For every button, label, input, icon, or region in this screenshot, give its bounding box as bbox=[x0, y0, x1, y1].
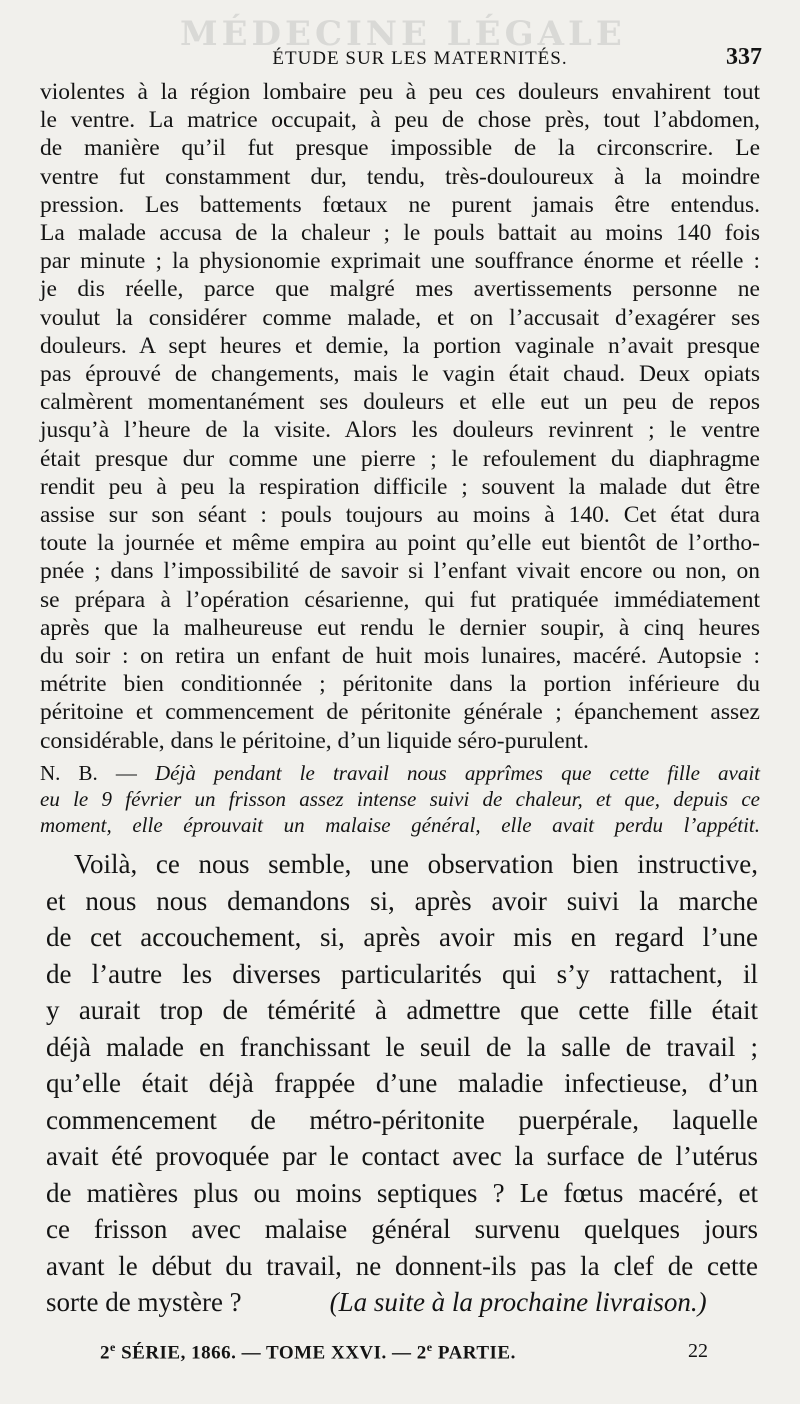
nb-line: eu le 9 février un frisson assez intense suivi de chaleur, et que, depuis ce bbox=[40, 787, 760, 811]
paragraph-line: qu’elle était déjà frappée d’une maladie infectieuse, d’un bbox=[46, 1068, 758, 1098]
paragraph-line: Voilà, ce nous semble, une observation bien instructive, bbox=[74, 849, 758, 879]
text-line: le ventre. La matrice occupait, à peu de chose près, tout l’abdomen, bbox=[40, 107, 760, 134]
text-line: métrite bien conditionnée ; péritonite dans la portion inférieure du bbox=[40, 671, 760, 698]
part-suffix: e bbox=[426, 1340, 433, 1354]
sheet-number: 22 bbox=[688, 1340, 708, 1362]
paragraph-line-final bbox=[46, 1284, 758, 1321]
text-line: rendit peu à peu la respiration difficile ; souvent la malade dut être bbox=[40, 473, 760, 500]
part-label: PARTIE. bbox=[437, 1342, 516, 1364]
text-line: ventre fut constamment dur, tendu, très-douloureux à la moindre bbox=[40, 163, 760, 190]
text-line: considérable, dans le péritoine, d’un liquide séro-purulent. bbox=[40, 727, 589, 754]
series-suffix: e bbox=[110, 1340, 116, 1354]
part-number: 2 bbox=[416, 1342, 427, 1364]
case-report-text bbox=[40, 78, 760, 755]
paragraph-line: ce frisson avec malaise général survenu quelques jours bbox=[46, 1214, 758, 1244]
text-line: de manière qu’il fut presque impossible de la circonscrire. Le bbox=[40, 135, 760, 162]
paragraph-line: avant le début du travail, ne donnent-ils pas la clef de cette bbox=[46, 1250, 758, 1281]
nb-line: moment, elle éprouvait un malaise général, elle avait perdu l’appétit. bbox=[40, 813, 760, 837]
text-line: je dis réelle, parce que malgré mes avertissements personne ne bbox=[40, 276, 760, 303]
nb-lead: N. B. — bbox=[40, 761, 137, 785]
page-number: 337 bbox=[726, 44, 762, 70]
text-line: pas éprouvé de changements, mais le vagin était chaud. Deux opiats bbox=[40, 361, 760, 388]
bleed-through-text: MÉDECINE LÉGALE bbox=[180, 14, 626, 54]
text-line: douleurs. A sept heures et demie, la portion vaginale n’avait presque bbox=[40, 332, 760, 359]
text-line: calmèrent momentanément ses douleurs et elle eut un peu de repos bbox=[40, 389, 760, 416]
paragraph-line: de matières plus ou moins septiques ? Le fœtus macéré, et bbox=[46, 1177, 758, 1208]
continuation-note: (La suite à la prochaine livraison.) bbox=[329, 1287, 707, 1317]
commentary-paragraph bbox=[46, 846, 758, 1321]
text-line: jusqu’à l’heure de la visite. Alors les douleurs revinrent ; le ventre bbox=[40, 417, 760, 444]
paragraph-line: de cet accouchement, si, après avoir mis en regard l’une bbox=[46, 922, 758, 952]
text-line: violentes à la région lombaire peu à peu ces douleurs envahirent tout bbox=[40, 79, 760, 105]
text-line: assise sur son séant : pouls toujours au moins à 140. Cet état dura bbox=[40, 502, 760, 529]
paragraph-line: de l’autre les diverses particularités qui s’y rattachent, il bbox=[46, 958, 758, 989]
text-line: après que la malheureuse eut rendu le dernier soupir, à cinq heures bbox=[40, 614, 760, 641]
text-line: par minute ; la physionomie exprimait une souffrance énorme et réelle : bbox=[40, 248, 760, 275]
paragraph-line: sorte de mystère ? bbox=[46, 1287, 242, 1317]
paragraph-line: y aurait trop de témérité à admettre que cette fille était bbox=[46, 995, 758, 1025]
running-title: ÉTUDE SUR LES MATERNITÉS. bbox=[272, 48, 568, 69]
text-line: péritoine et commencement de péritonite générale ; épanchement assez bbox=[40, 699, 760, 726]
signature-line bbox=[100, 1340, 516, 1364]
paragraph-line: avait été provoquée par le contact avec la surface de l’utérus bbox=[46, 1141, 758, 1171]
paragraph-line: déjà malade en franchissant le seuil de la salle de travail ; bbox=[46, 1031, 758, 1062]
page-header bbox=[40, 44, 768, 74]
nb-text: Déjà pendant le travail nous apprîmes que cette fille avait bbox=[155, 761, 760, 785]
text-line: se prépara à l’opération césarienne, qui fut pratiquée immédiatement bbox=[40, 586, 760, 613]
paragraph-line: et nous nous demandons si, après avoir suivi la marche bbox=[46, 885, 758, 916]
series-number: 2 bbox=[100, 1342, 110, 1364]
series-label: SÉRIE, 1866. — TOME XXVI. — bbox=[121, 1342, 417, 1364]
text-line: toute la journée et même empira au point qu’elle eut bientôt de l’ortho- bbox=[40, 530, 760, 557]
text-line: La malade accusa de la chaleur ; le pouls battait au moins 140 fois bbox=[40, 220, 760, 247]
paragraph-line: commencement de métro-péritonite puerpérale, laquelle bbox=[46, 1104, 758, 1135]
page-footer bbox=[40, 1340, 768, 1370]
nb-note bbox=[40, 760, 760, 838]
text-line: du soir : on retira un enfant de huit mois lunaires, macéré. Autopsie : bbox=[40, 643, 760, 670]
text-line: pnée ; dans l’impossibilité de savoir si l’enfant vivait encore ou non, on bbox=[40, 558, 760, 585]
text-line: pression. Les battements fœtaux ne purent jamais être entendus. bbox=[40, 191, 760, 218]
text-line: voulut la considérer comme malade, et on l’accusait d’exagérer ses bbox=[40, 304, 760, 331]
text-line: était presque dur comme une pierre ; le refoulement du diaphragme bbox=[40, 445, 760, 472]
nb-line bbox=[40, 760, 760, 786]
